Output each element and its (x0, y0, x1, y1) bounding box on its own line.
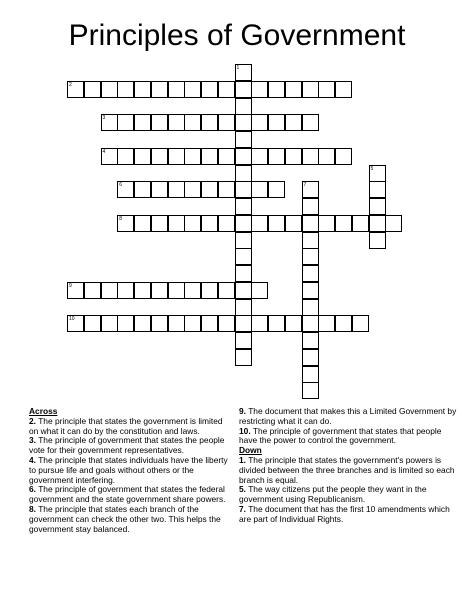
grid-cell[interactable] (335, 215, 352, 232)
grid-cell[interactable] (218, 282, 235, 299)
grid-cell[interactable] (168, 148, 185, 165)
grid-cell[interactable] (302, 349, 319, 366)
grid-cell[interactable] (369, 181, 386, 198)
clue-number: 5. (239, 484, 246, 495)
grid-cell[interactable] (151, 81, 168, 98)
clue-number-label: 10 (69, 316, 75, 323)
grid-cell[interactable] (335, 148, 352, 165)
clues-column-left (29, 407, 229, 534)
grid-cell[interactable] (218, 181, 235, 198)
clue-number-label: 4 (102, 148, 106, 155)
grid-cell[interactable] (218, 215, 235, 232)
clue (29, 505, 229, 534)
clue-number-label: 2 (69, 81, 72, 88)
grid-cell[interactable] (235, 215, 252, 232)
grid-cell[interactable] (168, 282, 185, 299)
grid-cell[interactable] (117, 114, 134, 131)
across-clue-list-continued (239, 407, 461, 446)
grid-cell[interactable] (251, 114, 268, 131)
grid-cell[interactable] (184, 215, 201, 232)
grid-cell[interactable] (235, 148, 252, 165)
grid-cell[interactable] (117, 315, 134, 332)
grid-cell[interactable] (184, 81, 201, 98)
clue-text: The principle of government that states the federal government and the state government share powers. (29, 484, 226, 505)
grid-cell[interactable] (235, 299, 252, 316)
clue-text: The principle that states the government is limited on what it can do by the constitution and laws. (29, 415, 223, 436)
grid-cell[interactable] (335, 315, 352, 332)
grid-cell[interactable] (302, 248, 319, 265)
clue (29, 417, 229, 437)
grid-cell[interactable] (168, 181, 185, 198)
grid-cell[interactable] (251, 315, 268, 332)
grid-cell[interactable] (101, 81, 118, 98)
clue (29, 485, 229, 505)
clue-number: 6. (29, 484, 36, 495)
grid-cell[interactable] (302, 332, 319, 349)
clue (239, 427, 461, 447)
clue (239, 456, 461, 485)
clue-text: The document that has the first 10 amendments which are part of Individual Rights. (239, 503, 450, 524)
grid-cell[interactable] (285, 114, 302, 131)
grid-cell[interactable] (235, 232, 252, 249)
grid-cell[interactable] (201, 148, 218, 165)
grid-cell[interactable] (302, 366, 319, 383)
grid-cell[interactable] (235, 114, 252, 131)
grid-cell[interactable] (235, 332, 252, 349)
grid-cell[interactable] (117, 181, 134, 198)
grid-cell[interactable] (251, 181, 268, 198)
grid-cell[interactable] (101, 315, 118, 332)
grid-cell[interactable] (318, 81, 335, 98)
grid-cell[interactable] (235, 349, 252, 366)
grid-cell[interactable] (318, 148, 335, 165)
grid-cell[interactable] (285, 148, 302, 165)
grid-cell[interactable] (369, 215, 386, 232)
clue-number: 8. (29, 503, 36, 514)
grid-cell[interactable] (151, 148, 168, 165)
grid-cell[interactable] (184, 148, 201, 165)
grid-cell[interactable] (201, 81, 218, 98)
grid-cell[interactable] (184, 315, 201, 332)
clue-text: The way citizens put the people they want in the government using Republicanism. (239, 484, 427, 505)
grid-cell[interactable] (302, 81, 319, 98)
grid-cell[interactable] (251, 282, 268, 299)
grid-cell[interactable] (218, 81, 235, 98)
grid-cell[interactable] (352, 315, 369, 332)
grid-cell[interactable] (268, 181, 285, 198)
grid-cell[interactable] (134, 148, 151, 165)
clue-number: 1. (239, 454, 246, 465)
grid-cell[interactable] (285, 215, 302, 232)
grid-cell[interactable] (318, 215, 335, 232)
grid-cell[interactable] (218, 148, 235, 165)
grid-cell[interactable] (168, 315, 185, 332)
grid-cell[interactable] (117, 215, 134, 232)
grid-cell[interactable] (134, 81, 151, 98)
clue-text: The principle of government that states that people have the power to control the government. (239, 425, 442, 446)
grid-cell[interactable] (84, 282, 101, 299)
grid-cell[interactable] (201, 282, 218, 299)
clue (239, 485, 461, 505)
clue-text: The principle of government that states the people vote for their government representatives. (29, 435, 225, 456)
grid-cell[interactable] (251, 215, 268, 232)
grid-cell[interactable] (268, 315, 285, 332)
across-clue-list (29, 417, 229, 535)
clue-text: The principle that states individuals have the liberty to pursue life and goals without others or the government interfering. (29, 454, 228, 485)
grid-cell[interactable] (235, 198, 252, 215)
grid-cell[interactable] (251, 148, 268, 165)
grid-cell[interactable] (302, 181, 319, 198)
grid-cell[interactable] (302, 114, 319, 131)
clue-number-label: 8 (119, 215, 123, 222)
grid-cell[interactable] (151, 282, 168, 299)
clue-number-label: 5 (370, 165, 374, 172)
grid-cell[interactable] (184, 181, 201, 198)
grid-cell[interactable] (268, 81, 285, 98)
grid-cell[interactable] (134, 282, 151, 299)
grid-cell[interactable] (318, 315, 335, 332)
grid-cell[interactable] (67, 81, 84, 98)
grid-cell[interactable] (235, 315, 252, 332)
grid-cell[interactable] (235, 165, 252, 182)
grid-cell[interactable] (117, 282, 134, 299)
grid-cell[interactable] (302, 148, 319, 165)
grid-cell[interactable] (184, 282, 201, 299)
grid-cell[interactable] (218, 315, 235, 332)
grid-cell[interactable] (235, 282, 252, 299)
clue-number-label: 7 (303, 182, 307, 189)
grid-cell[interactable] (168, 81, 185, 98)
grid-cell[interactable] (268, 148, 285, 165)
grid-cell[interactable] (335, 81, 352, 98)
grid-cell[interactable] (302, 382, 319, 399)
clue-number: 3. (29, 435, 36, 446)
grid-cell[interactable] (67, 315, 84, 332)
grid-cell[interactable] (201, 215, 218, 232)
grid-cell[interactable] (302, 215, 319, 232)
grid-cell[interactable] (134, 315, 151, 332)
clue-number: 10. (239, 425, 251, 436)
grid-cell[interactable] (84, 81, 101, 98)
grid-cell[interactable] (151, 181, 168, 198)
clue (239, 505, 461, 525)
grid-cell[interactable] (352, 215, 369, 232)
grid-cell[interactable] (151, 114, 168, 131)
grid-cell[interactable] (101, 148, 118, 165)
down-clue-list (239, 456, 461, 525)
grid-cell[interactable] (285, 315, 302, 332)
clue-number: 2. (29, 415, 36, 426)
grid-cell[interactable] (369, 232, 386, 249)
grid-cell[interactable] (369, 165, 386, 182)
clue-number-label: 1 (236, 65, 240, 71)
clue (239, 407, 461, 427)
grid-cell[interactable] (151, 315, 168, 332)
grid-cell[interactable] (235, 248, 252, 265)
grid-cell[interactable] (235, 265, 252, 282)
grid-cell[interactable] (302, 265, 319, 282)
clue-text: The document that makes this a Limited Government by restricting what it can do. (239, 406, 457, 426)
grid-cell[interactable] (168, 114, 185, 131)
grid-cell[interactable] (385, 215, 402, 232)
clue (29, 456, 229, 485)
grid-cell[interactable] (302, 315, 319, 332)
grid-cell[interactable] (302, 232, 319, 249)
grid-cell[interactable] (184, 114, 201, 131)
grid-cell[interactable] (235, 181, 252, 198)
clue-number-label: 6 (119, 182, 123, 189)
down-heading: Down (239, 445, 262, 456)
grid-cell[interactable] (67, 282, 84, 299)
grid-cell[interactable] (302, 198, 319, 215)
grid-cell[interactable] (369, 198, 386, 215)
grid-cell[interactable] (101, 282, 118, 299)
clues-column-right (239, 407, 461, 525)
clue-number: 9. (239, 406, 246, 416)
grid-cell[interactable] (101, 114, 118, 131)
grid-cell[interactable] (235, 131, 252, 148)
grid-cell[interactable] (134, 215, 151, 232)
grid-cell[interactable] (117, 81, 134, 98)
grid-cell[interactable] (117, 148, 134, 165)
grid-cell[interactable] (285, 81, 302, 98)
grid-cell[interactable] (84, 315, 101, 332)
grid-cell[interactable] (251, 81, 268, 98)
grid-cell[interactable] (218, 114, 235, 131)
grid-cell[interactable] (201, 114, 218, 131)
clue-number-label: 3 (102, 115, 106, 122)
grid-cell[interactable] (235, 64, 252, 81)
grid-cell[interactable] (302, 282, 319, 299)
grid-cell[interactable] (134, 114, 151, 131)
grid-cell[interactable] (168, 215, 185, 232)
clue-text: The principle that states each branch of the government can check the other two. This helps the government stay balanced. (29, 503, 221, 534)
grid-cell[interactable] (151, 215, 168, 232)
across-heading: Across (29, 406, 58, 416)
clue (29, 436, 229, 456)
grid-cell[interactable] (201, 181, 218, 198)
grid-cell[interactable] (201, 315, 218, 332)
clue-text: The principle that states the government's powers is divided between the three branches and is limited so each branch is equal. (239, 454, 455, 485)
grid-cell[interactable] (268, 215, 285, 232)
clue-number-label: 9 (69, 282, 72, 289)
grid-cell[interactable] (235, 98, 252, 115)
grid-cell[interactable] (134, 181, 151, 198)
grid-cell[interactable] (235, 81, 252, 98)
clue-number: 4. (29, 454, 36, 465)
puzzle-title: Principles of Government (68, 19, 406, 52)
grid-cell[interactable] (268, 114, 285, 131)
clue-number: 7. (239, 503, 246, 514)
grid-cell[interactable] (302, 299, 319, 316)
